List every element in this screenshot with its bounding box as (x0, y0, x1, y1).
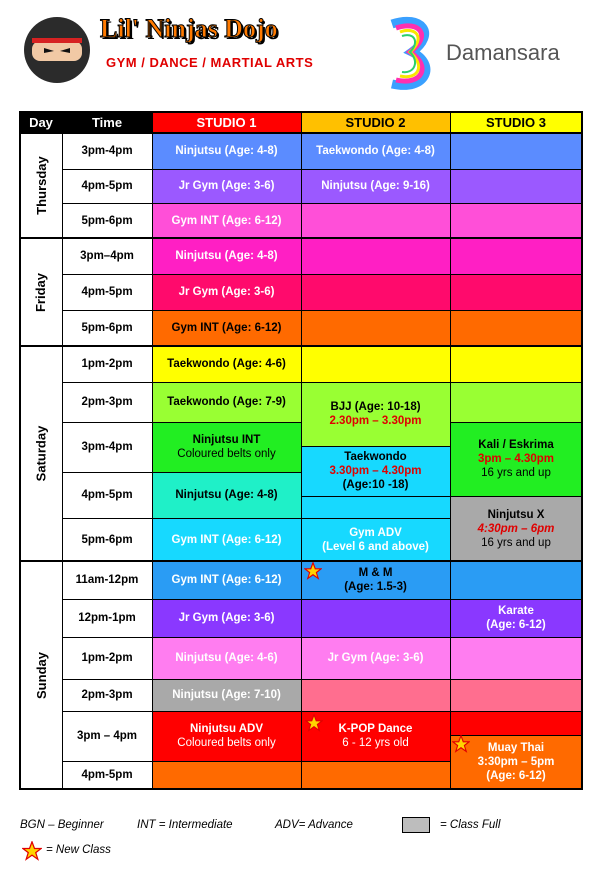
time-sun-5: 3pm – 4pm (76, 730, 138, 742)
empty-cell (301, 238, 450, 274)
header-studio-2: STUDIO 2 (301, 112, 450, 133)
empty-cell (301, 274, 450, 310)
class-cell: Ninjutsu (Age: 4-8) (152, 238, 301, 274)
new-class-star-icon (305, 714, 323, 732)
class-cell: Kali / Eskrima 3pm – 4.30pm 16 yrs and up (450, 422, 582, 496)
empty-cell (301, 496, 450, 518)
time-sat-3: 3pm-4pm (81, 441, 133, 453)
class-cell: Ninjutsu (Age: 4-8) (152, 133, 301, 169)
time-sat-5: 5pm-6pm (81, 533, 133, 546)
day-thursday: Thursday (33, 156, 49, 215)
brand-tagline: GYM / DANCE / MARTIAL ARTS (106, 55, 314, 70)
class-cell: Gym INT (Age: 6-12) (152, 561, 301, 599)
class-cell: Ninjutsu ADV Coloured belts only (152, 711, 301, 761)
day-sunday: Sunday (33, 651, 49, 699)
time-sun-1: 11am-12pm (75, 574, 139, 586)
new-class-star-icon (452, 735, 470, 753)
class-cell: Ninjutsu (Age: 4-6) (152, 637, 301, 679)
time-sat-1: 1pm-2pm (81, 358, 133, 370)
empty-cell (301, 761, 450, 789)
empty-cell (450, 679, 582, 711)
time-thu-3: 5pm-6pm (81, 214, 133, 227)
class-cell: Jr Gym (Age: 3-6) (152, 169, 301, 203)
class-cell: Jr Gym (Age: 3-6) (301, 637, 450, 679)
empty-cell (301, 679, 450, 711)
class-cell: Gym INT (Age: 6-12) (152, 518, 301, 561)
empty-cell (450, 169, 582, 203)
empty-cell (301, 310, 450, 346)
time-sat-4: 4pm-5pm (81, 489, 133, 501)
class-cell: Jr Gym (Age: 3-6) (152, 599, 301, 637)
empty-cell (450, 561, 582, 599)
header-time: Time (91, 115, 123, 130)
class-cell: K-POP Dance 6 - 12 yrs old (301, 711, 450, 761)
class-cell: M & M (Age: 1.5-3) (301, 561, 450, 599)
legend-full-swatch (402, 817, 430, 833)
class-cell: Taekwondo (Age: 7-9) (152, 382, 301, 422)
legend-star-icon (22, 841, 42, 861)
class-cell: Ninjutsu (Age: 9-16) (301, 169, 450, 203)
empty-cell (450, 346, 582, 382)
class-cell: Gym ADV (Level 6 and above) (301, 518, 450, 561)
class-cell: Ninjutsu INT Coloured belts only (152, 422, 301, 472)
class-cell: Gym INT (Age: 6-12) (152, 203, 301, 238)
header-studio-3: STUDIO 3 (450, 112, 582, 133)
legend-beginner: BGN – Beginner (20, 819, 104, 831)
new-class-star-icon (304, 562, 322, 580)
class-cell: Ninjutsu (Age: 4-8) (152, 472, 301, 518)
class-cell: Taekwondo (Age: 4-6) (152, 346, 301, 382)
time-sun-4: 2pm-3pm (81, 689, 133, 701)
empty-cell (450, 711, 582, 735)
empty-cell (450, 203, 582, 238)
class-cell-full: Ninjutsu X 4:30pm – 6pm 16 yrs and up (450, 496, 582, 561)
class-cell: Gym INT (Age: 6-12) (152, 310, 301, 346)
class-cell: Taekwondo 3.30pm – 4.30pm (Age:10 -18) (301, 446, 450, 496)
header-studio-1: STUDIO 1 (152, 112, 301, 133)
empty-cell (450, 274, 582, 310)
class-cell: BJJ (Age: 10-18) 2.30pm – 3.30pm (301, 382, 450, 446)
day-friday: Friday (33, 272, 49, 312)
class-cell: Karate (Age: 6-12) (450, 599, 582, 637)
time-fri-1: 3pm–4pm (80, 250, 134, 262)
time-fri-2: 4pm-5pm (81, 286, 133, 298)
class-cell: Jr Gym (Age: 3-6) (152, 274, 301, 310)
class-cell: Taekwondo (Age: 4-8) (301, 133, 450, 169)
empty-cell (152, 761, 301, 789)
header-day: Day (29, 115, 53, 130)
legend-class-full: = Class Full (440, 819, 501, 831)
empty-cell (450, 238, 582, 274)
empty-cell (301, 203, 450, 238)
spiral-logo-icon (382, 14, 440, 92)
time-thu-2: 4pm-5pm (81, 180, 133, 192)
legend-intermediate: INT = Intermediate (137, 819, 233, 831)
time-sun-2: 12pm-1pm (78, 612, 136, 624)
time-sat-2: 2pm-3pm (81, 396, 133, 408)
time-fri-3: 5pm-6pm (81, 322, 133, 334)
empty-cell (301, 599, 450, 637)
empty-cell (450, 310, 582, 346)
time-sun-3: 1pm-2pm (81, 652, 133, 664)
class-cell-full: Ninjutsu (Age: 7-10) (152, 679, 301, 711)
brand-name: Lil' Ninjas Dojo (100, 14, 278, 43)
time-thu-1: 3pm-4pm (81, 145, 133, 157)
class-cell: Muay Thai 3:30pm – 5pm (Age: 6-12) (450, 735, 582, 789)
empty-cell (450, 382, 582, 422)
location-name: Damansara (446, 40, 560, 65)
legend-new-class: = New Class (46, 844, 111, 856)
time-sun-6: 4pm-5pm (81, 769, 133, 781)
day-saturday: Saturday (33, 425, 49, 482)
legend-advance: ADV= Advance (275, 819, 353, 831)
empty-cell (450, 637, 582, 679)
ninja-logo-icon (22, 15, 92, 85)
empty-cell (301, 346, 450, 382)
empty-cell (450, 133, 582, 169)
